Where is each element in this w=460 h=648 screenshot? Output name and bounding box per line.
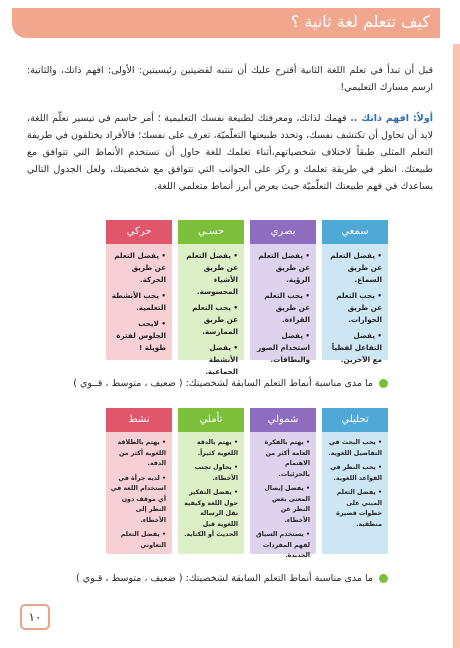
- page-number: ١٠: [20, 604, 50, 630]
- green-bullet-icon: [379, 574, 388, 583]
- question-label: ما مدى مناسبة أنماط التعلم السابقة لشخصيتك:: [185, 573, 373, 584]
- card-point: • يفضل إيصال المعنى بغض النظر عن الأخطاء.: [264, 485, 310, 524]
- card-title: نشط: [106, 408, 172, 432]
- style-card-tactile: [178, 220, 244, 376]
- card-point: • يهتم بالدقة اللغوية كثيراً.: [196, 439, 238, 457]
- style-card-reflective: [178, 408, 244, 554]
- intro-paragraph: قبل أن تبدأ في تعلم اللغة الثانية أقترح عليك أن تنتبه لقضيتين رئيسيتين: الأولى: افهم ذاتك، والثانية: ارسم مسارك التعليمي!: [27, 65, 433, 93]
- card-point: • يفضل التفكير حول اللغة وكيفية نقل الرسالة اللغوية قبل الحديث أو الكتابة.: [184, 489, 238, 538]
- card-body: [322, 432, 388, 554]
- card-point: • يحب التعلم عن طريق الممارسة.: [192, 303, 238, 336]
- card-title: حركي: [106, 220, 172, 244]
- card-title: شمولي: [250, 408, 316, 432]
- style-card-global: [250, 408, 316, 559]
- card-point: • يحب التعلم عن طريق القراءة.: [264, 291, 310, 324]
- card-point: • يحب التعلم عن طريق الحوارات.: [336, 291, 382, 324]
- card-point: • يفضل التفاعل لفظياً مع الآخرين.: [331, 331, 382, 364]
- card-body: [106, 432, 172, 554]
- question-options: ( ضعيف ، متوسط ، قـوي ): [76, 573, 183, 584]
- style-card-visual: [250, 220, 316, 364]
- card-point: • يحب البحث في التفاصيل اللغوية.: [328, 439, 382, 457]
- card-point: • يفضل التعلم التعاوني: [120, 531, 166, 549]
- side-decoration-strip: [453, 44, 460, 648]
- card-point: • يفضل التعلم عن طريق السماع.: [330, 251, 382, 284]
- card-body: [178, 244, 244, 376]
- card-point: • يحب الأنشطة التعلمية.: [111, 291, 166, 312]
- card-title: حسـي: [178, 220, 244, 244]
- green-bullet-icon: [379, 379, 388, 388]
- style-card-auditory: [322, 220, 388, 364]
- question-options: ( ضعيف ، متوسط ، قــوي ): [73, 378, 183, 389]
- card-point: • يفضل التعلم المبني على خطوات قصيرة منطقية.: [336, 489, 382, 528]
- section-paragraph: [27, 110, 433, 195]
- card-body: [322, 244, 388, 364]
- card-point: • لايحب الجلوس لفترة طويلة !: [116, 319, 166, 352]
- question-label: ما مدى مناسبة أنماط التعلم السابقة لشخصيتك:: [185, 378, 373, 389]
- card-point: • يهتم بالفكرة العامة أكثر من الاهتمام بالجزئيات.: [264, 439, 310, 478]
- card-point: • يفضل الأنشطة الجماعية.: [205, 343, 238, 376]
- card-point: • يفضل التعلم عن طريق الأشياء المحسوسة.: [186, 251, 238, 296]
- card-title: بصري: [250, 220, 316, 244]
- style-card-kinesthetic: [106, 220, 172, 360]
- card-body: [250, 244, 316, 364]
- card-body: [106, 244, 172, 360]
- card-point: • يفضل التعلم عن طريق الرؤية.: [258, 251, 310, 284]
- card-point: • يفضل التعلم عن طريق الحركة.: [114, 251, 166, 284]
- style-card-analytical: [322, 408, 388, 554]
- card-body: [250, 432, 316, 559]
- card-point: • يستخدم السياق لفهم المفردات الجديدة.: [255, 531, 310, 559]
- card-body: [178, 432, 244, 554]
- card-title: سمعي: [322, 220, 388, 244]
- card-title: تحليلي: [322, 408, 388, 432]
- chapter-header-bar: [12, 8, 440, 38]
- card-point: • لديه جرأة في استخدام اللغة في أي موقف دون النظر إلى الأخطاء.: [110, 474, 166, 524]
- card-title: تأملي: [178, 408, 244, 432]
- question-line-2: [76, 573, 388, 584]
- card-point: • يفضل استخدام الصور والبطاقات.: [257, 331, 310, 364]
- style-card-active: [106, 408, 172, 554]
- card-point: • يهتم بالطلاقة اللغوية أكثر من الدقة.: [117, 439, 166, 467]
- card-point: • يحب النظر في القواعد اللغوية.: [330, 464, 382, 482]
- section-text: فهمك لذاتك، ومعرفتك لطبيعة نفسك التعليمية ؛ أمر حاسم في تيسير تعلّم اللغة، لابد أن تحاول أن تكتشف نفسك، وتحدد طبيعتها التعلّميّة، تعرف على نفسك؛ فالأفراد يختلفون في طريقة التعلم المثلى طبقاً لاختلاف شخصياتهم،أثناء تعلمك للغة حاول أن تستخدم الأنماط التي تتوافق مع طبيعتك. انظر في طريقة تعلمك و ركز على الجوانب التي تتوافق مع شخصيتك، ولعل الجدول التالي يساعدك في فهم طبيعتك التعلّميّة حيث يعرض أبرز أنماط متعلمي اللغة.: [27, 113, 433, 192]
- section-lead: أولاً: افهم ذاتك ..: [350, 113, 434, 124]
- question-line-1: [73, 378, 388, 389]
- chapter-title: كيف تتعلم لغة ثانية ؟: [290, 12, 430, 31]
- card-point: • يحاول تجنب الأخطاء.: [194, 464, 238, 482]
